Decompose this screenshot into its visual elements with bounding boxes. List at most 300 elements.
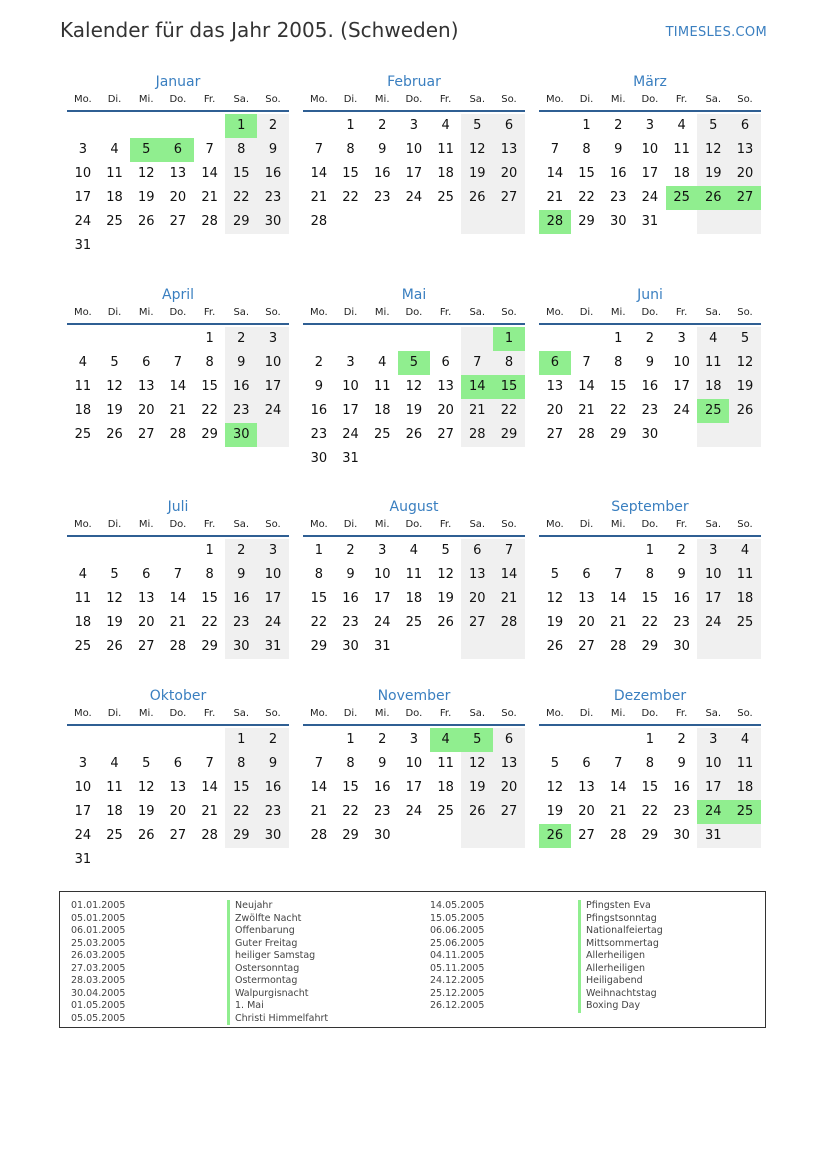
day-cell: 3 bbox=[257, 539, 289, 563]
day-cell: 25 bbox=[437, 804, 454, 819]
day-cell: 12 bbox=[697, 138, 729, 162]
legend-names-left bbox=[227, 900, 328, 1025]
day-cell: 25 bbox=[729, 800, 761, 824]
empty-cell bbox=[99, 327, 131, 351]
day-cell: 8 bbox=[614, 355, 623, 370]
day-cell: 23 bbox=[342, 615, 359, 630]
month-juli bbox=[67, 497, 289, 659]
empty-cell bbox=[602, 728, 634, 752]
day-cell: 28 bbox=[539, 210, 571, 234]
day-cell: 28 bbox=[493, 611, 525, 635]
legend-holiday-name: heiliger Samstag bbox=[227, 950, 328, 963]
legend-holiday-name: Ostermontag bbox=[227, 975, 328, 988]
day-cell: 30 bbox=[225, 423, 257, 447]
day-cell: 18 bbox=[673, 166, 690, 181]
day-cell: 2 bbox=[225, 539, 257, 563]
weekday-label: Do. bbox=[405, 94, 423, 105]
day-cell: 26 bbox=[405, 427, 423, 442]
day-cell: 23 bbox=[641, 403, 659, 418]
empty-cell bbox=[162, 539, 194, 563]
day-cell: 26 bbox=[546, 639, 564, 654]
weekday-label: Sa. bbox=[233, 519, 250, 530]
day-cell: 8 bbox=[205, 567, 214, 582]
day-cell: 3 bbox=[409, 118, 419, 133]
empty-cell bbox=[130, 114, 162, 138]
day-cell: 11 bbox=[74, 379, 92, 394]
legend-date: 28.03.2005 bbox=[71, 975, 126, 986]
day-cell: 10 bbox=[257, 563, 289, 587]
day-cell: 30 bbox=[257, 210, 289, 234]
day-cell: 9 bbox=[378, 142, 387, 157]
empty-cell bbox=[729, 210, 761, 234]
day-cell: 3 bbox=[697, 539, 729, 563]
day-cell: 31 bbox=[641, 214, 659, 229]
day-cell: 5 bbox=[550, 756, 559, 771]
day-grid bbox=[67, 114, 289, 258]
day-cell: 7 bbox=[614, 567, 623, 582]
weekday-label: Do. bbox=[641, 708, 659, 719]
weekday-label: Mo. bbox=[73, 94, 92, 105]
day-cell: 24 bbox=[405, 190, 423, 205]
day-cell: 13 bbox=[137, 591, 155, 606]
day-cell: 7 bbox=[461, 351, 493, 375]
legend-date: 26.03.2005 bbox=[71, 950, 126, 961]
weekday-label: So. bbox=[265, 307, 281, 318]
day-cell: 29 bbox=[493, 423, 525, 447]
empty-cell bbox=[366, 327, 398, 351]
empty-cell bbox=[130, 848, 162, 872]
day-cell: 1 bbox=[205, 543, 214, 558]
day-cell: 7 bbox=[582, 355, 591, 370]
day-cell: 14 bbox=[310, 780, 328, 795]
day-cell: 11 bbox=[673, 142, 690, 157]
day-cell: 13 bbox=[169, 166, 187, 181]
day-cell: 10 bbox=[673, 355, 690, 370]
day-cell: 8 bbox=[493, 351, 525, 375]
day-cell: 18 bbox=[106, 804, 123, 819]
day-cell: 28 bbox=[310, 214, 328, 229]
day-grid bbox=[303, 327, 525, 471]
weekday-label: Do. bbox=[169, 708, 187, 719]
day-cell: 11 bbox=[729, 752, 761, 776]
empty-cell bbox=[303, 728, 335, 752]
day-cell: 27 bbox=[578, 828, 595, 843]
day-cell: 25 bbox=[373, 427, 391, 442]
day-cell: 1 bbox=[205, 331, 214, 346]
day-cell: 15 bbox=[342, 166, 359, 181]
empty-cell bbox=[67, 114, 99, 138]
day-cell: 19 bbox=[137, 804, 155, 819]
weekday-header bbox=[303, 706, 525, 726]
empty-cell bbox=[130, 539, 162, 563]
day-cell: 22 bbox=[641, 804, 659, 819]
weekday-header bbox=[303, 305, 525, 325]
day-cell: 27 bbox=[169, 828, 187, 843]
day-cell: 8 bbox=[582, 142, 591, 157]
day-cell: 18 bbox=[729, 587, 761, 611]
empty-cell bbox=[461, 210, 493, 234]
day-cell: 13 bbox=[437, 379, 454, 394]
weekday-label: Sa. bbox=[705, 94, 722, 105]
day-cell: 20 bbox=[169, 804, 187, 819]
day-cell: 12 bbox=[405, 379, 423, 394]
day-cell: 17 bbox=[257, 375, 289, 399]
day-cell: 26 bbox=[729, 399, 761, 423]
day-cell: 28 bbox=[461, 423, 493, 447]
legend-holiday-name: Allerheiligen bbox=[578, 950, 663, 963]
weekday-label: Mi. bbox=[610, 94, 626, 105]
month-märz bbox=[539, 72, 761, 234]
day-cell: 28 bbox=[169, 639, 187, 654]
legend-date: 15.05.2005 bbox=[430, 912, 485, 924]
empty-cell bbox=[366, 447, 398, 471]
month-dezember bbox=[539, 686, 761, 848]
empty-cell bbox=[130, 327, 162, 351]
weekday-label: So. bbox=[265, 708, 281, 719]
empty-cell bbox=[398, 210, 430, 234]
legend-holiday-name: 1. Mai bbox=[227, 1000, 328, 1013]
day-cell: 31 bbox=[373, 639, 391, 654]
empty-cell bbox=[366, 210, 398, 234]
day-cell: 15 bbox=[609, 379, 627, 394]
day-cell: 15 bbox=[641, 780, 659, 795]
day-cell: 5 bbox=[550, 567, 559, 582]
empty-cell bbox=[303, 327, 335, 351]
day-cell: 26 bbox=[437, 615, 454, 630]
day-cell: 1 bbox=[225, 114, 257, 138]
day-cell: 26 bbox=[106, 639, 123, 654]
day-cell: 27 bbox=[169, 214, 187, 229]
empty-cell bbox=[666, 210, 698, 234]
weekday-label: Mo. bbox=[73, 307, 92, 318]
day-cell: 3 bbox=[257, 327, 289, 351]
legend-date: 05.05.2005 bbox=[71, 1012, 126, 1024]
weekday-label: Mo. bbox=[73, 519, 92, 530]
day-cell: 25 bbox=[697, 399, 729, 423]
day-cell: 21 bbox=[609, 615, 627, 630]
legend-date: 05.11.2005 bbox=[430, 962, 485, 974]
legend-date: 30.04.2005 bbox=[71, 987, 126, 999]
month-november bbox=[303, 686, 525, 848]
month-title: Januar bbox=[155, 74, 201, 90]
day-cell: 25 bbox=[437, 190, 454, 205]
legend-holiday-name: Pfingsten Eva bbox=[578, 900, 663, 913]
month-april bbox=[67, 285, 289, 447]
day-cell: 12 bbox=[137, 166, 155, 181]
day-cell: 6 bbox=[729, 114, 761, 138]
day-cell: 30 bbox=[641, 427, 659, 442]
day-cell: 25 bbox=[666, 186, 698, 210]
day-cell: 11 bbox=[437, 142, 454, 157]
day-cell: 2 bbox=[645, 331, 655, 346]
day-cell: 21 bbox=[310, 190, 328, 205]
day-cell: 3 bbox=[78, 756, 87, 771]
weekday-label: Mi. bbox=[138, 94, 154, 105]
legend-date: 06.01.2005 bbox=[71, 925, 126, 936]
legend-holiday-name: Offenbarung bbox=[227, 925, 328, 938]
day-cell: 10 bbox=[373, 567, 391, 582]
day-cell: 14 bbox=[201, 166, 218, 181]
day-cell: 15 bbox=[641, 591, 659, 606]
month-januar bbox=[67, 72, 289, 258]
weekday-header bbox=[303, 517, 525, 537]
day-cell: 5 bbox=[142, 756, 151, 771]
month-februar bbox=[303, 72, 525, 234]
day-cell: 16 bbox=[257, 162, 289, 186]
day-cell: 7 bbox=[173, 567, 183, 582]
day-cell: 13 bbox=[461, 563, 493, 587]
day-cell: 20 bbox=[169, 190, 187, 205]
weekday-label: Di. bbox=[343, 307, 358, 318]
day-cell: 27 bbox=[578, 639, 595, 654]
day-cell: 1 bbox=[614, 331, 623, 346]
weekday-label: So. bbox=[501, 307, 517, 318]
day-cell: 4 bbox=[697, 327, 729, 351]
month-august bbox=[303, 497, 525, 659]
legend-date: 01.05.2005 bbox=[71, 1000, 126, 1011]
day-cell: 1 bbox=[645, 543, 655, 558]
day-cell: 5 bbox=[461, 114, 493, 138]
day-cell: 18 bbox=[74, 615, 92, 630]
day-cell: 13 bbox=[137, 379, 155, 394]
month-title: Juli bbox=[167, 499, 189, 515]
day-cell: 11 bbox=[729, 563, 761, 587]
day-grid bbox=[539, 327, 761, 447]
empty-cell bbox=[335, 327, 367, 351]
day-cell: 23 bbox=[225, 611, 257, 635]
day-cell: 6 bbox=[461, 539, 493, 563]
legend-holiday-name: Boxing Day bbox=[578, 1000, 663, 1013]
day-grid bbox=[539, 114, 761, 234]
day-cell: 6 bbox=[539, 351, 571, 375]
weekday-label: Mi. bbox=[374, 708, 390, 719]
day-cell: 6 bbox=[142, 567, 151, 582]
empty-cell bbox=[430, 210, 462, 234]
day-cell: 12 bbox=[729, 351, 761, 375]
empty-cell bbox=[493, 824, 525, 848]
day-cell: 17 bbox=[342, 403, 359, 418]
day-cell: 2 bbox=[677, 543, 686, 558]
day-cell: 8 bbox=[346, 756, 355, 771]
month-title: Juni bbox=[637, 287, 663, 303]
weekday-header bbox=[539, 706, 761, 726]
empty-cell bbox=[493, 447, 525, 471]
day-cell: 4 bbox=[78, 567, 87, 582]
weekday-header bbox=[539, 92, 761, 112]
day-cell: 7 bbox=[614, 756, 623, 771]
day-cell: 18 bbox=[437, 166, 454, 181]
empty-cell bbox=[257, 848, 289, 872]
day-cell: 10 bbox=[697, 752, 729, 776]
day-cell: 11 bbox=[405, 567, 423, 582]
weekday-label: Mo. bbox=[545, 708, 564, 719]
empty-cell bbox=[697, 210, 729, 234]
empty-cell bbox=[130, 728, 162, 752]
day-cell: 9 bbox=[225, 563, 257, 587]
day-cell: 29 bbox=[578, 214, 595, 229]
day-cell: 16 bbox=[310, 403, 328, 418]
day-cell: 24 bbox=[74, 214, 92, 229]
weekday-label: Do. bbox=[641, 94, 659, 105]
day-cell: 5 bbox=[697, 114, 729, 138]
legend-date: 27.03.2005 bbox=[71, 962, 126, 974]
weekday-label: Mi. bbox=[374, 519, 390, 530]
day-cell: 18 bbox=[106, 190, 123, 205]
day-cell: 16 bbox=[673, 591, 690, 606]
empty-cell bbox=[398, 327, 430, 351]
legend-holiday-name: Heiligabend bbox=[578, 975, 663, 988]
empty-cell bbox=[257, 423, 289, 447]
day-cell: 11 bbox=[437, 756, 454, 771]
day-cell: 25 bbox=[106, 828, 123, 843]
day-cell: 21 bbox=[310, 804, 328, 819]
day-cell: 8 bbox=[205, 355, 214, 370]
day-cell: 17 bbox=[405, 166, 423, 181]
day-cell: 22 bbox=[578, 190, 595, 205]
weekday-label: So. bbox=[737, 94, 753, 105]
day-cell: 21 bbox=[461, 399, 493, 423]
day-cell: 22 bbox=[493, 399, 525, 423]
day-cell: 5 bbox=[398, 351, 430, 375]
day-cell: 6 bbox=[493, 114, 525, 138]
day-cell: 31 bbox=[257, 635, 289, 659]
day-cell: 27 bbox=[493, 186, 525, 210]
weekday-label: So. bbox=[737, 307, 753, 318]
day-cell: 7 bbox=[314, 756, 323, 771]
month-oktober bbox=[67, 686, 289, 872]
month-title: Oktober bbox=[149, 688, 207, 704]
day-cell: 22 bbox=[310, 615, 328, 630]
empty-cell bbox=[602, 539, 634, 563]
empty-cell bbox=[99, 114, 131, 138]
weekday-header bbox=[303, 92, 525, 112]
empty-cell bbox=[194, 114, 226, 138]
weekday-label: So. bbox=[501, 708, 517, 719]
weekday-label: Fr. bbox=[439, 94, 452, 105]
day-cell: 26 bbox=[137, 828, 155, 843]
empty-cell bbox=[225, 848, 257, 872]
day-cell: 27 bbox=[493, 800, 525, 824]
day-cell: 16 bbox=[342, 591, 359, 606]
day-cell: 30 bbox=[310, 451, 328, 466]
weekday-header bbox=[539, 517, 761, 537]
month-title: April bbox=[162, 287, 194, 303]
empty-cell bbox=[539, 728, 571, 752]
legend-date: 25.06.2005 bbox=[430, 937, 485, 949]
empty-cell bbox=[461, 635, 493, 659]
day-cell: 8 bbox=[645, 567, 655, 582]
holiday-legend bbox=[59, 891, 766, 1028]
day-cell: 6 bbox=[173, 756, 183, 771]
weekday-label: Mo. bbox=[545, 307, 564, 318]
weekday-label: Di. bbox=[107, 519, 122, 530]
weekday-label: Sa. bbox=[705, 307, 722, 318]
day-cell: 9 bbox=[346, 567, 355, 582]
day-cell: 28 bbox=[201, 828, 218, 843]
day-cell: 13 bbox=[578, 591, 595, 606]
day-cell: 15 bbox=[201, 379, 218, 394]
empty-cell bbox=[729, 635, 761, 659]
day-cell: 24 bbox=[373, 615, 391, 630]
month-title: September bbox=[611, 499, 689, 515]
day-cell: 17 bbox=[74, 804, 92, 819]
weekday-label: Fr. bbox=[675, 94, 688, 105]
day-cell: 4 bbox=[110, 142, 119, 157]
day-cell: 9 bbox=[225, 351, 257, 375]
empty-cell bbox=[666, 423, 698, 447]
weekday-label: Mi. bbox=[138, 708, 154, 719]
legend-dates-left bbox=[71, 900, 125, 1025]
day-cell: 20 bbox=[493, 162, 525, 186]
day-cell: 3 bbox=[78, 142, 87, 157]
day-cell: 14 bbox=[310, 166, 328, 181]
day-cell: 24 bbox=[342, 427, 359, 442]
legend-holiday-name: Walpurgisnacht bbox=[227, 988, 328, 1001]
empty-cell bbox=[67, 728, 99, 752]
day-cell: 28 bbox=[310, 828, 328, 843]
weekday-label: Mo. bbox=[309, 94, 328, 105]
day-cell: 19 bbox=[437, 591, 454, 606]
day-cell: 25 bbox=[74, 427, 92, 442]
weekday-label: So. bbox=[737, 519, 753, 530]
weekday-header bbox=[67, 706, 289, 726]
day-cell: 9 bbox=[257, 752, 289, 776]
day-cell: 26 bbox=[137, 214, 155, 229]
day-cell: 15 bbox=[493, 375, 525, 399]
day-cell: 29 bbox=[225, 824, 257, 848]
day-cell: 28 bbox=[169, 427, 187, 442]
day-cell: 29 bbox=[201, 639, 218, 654]
day-grid bbox=[303, 728, 525, 848]
day-cell: 4 bbox=[110, 756, 119, 771]
empty-cell bbox=[194, 234, 226, 258]
day-cell: 23 bbox=[373, 190, 391, 205]
day-cell: 5 bbox=[110, 355, 119, 370]
weekday-label: Do. bbox=[169, 94, 187, 105]
weekday-label: Di. bbox=[579, 307, 594, 318]
brand-link[interactable]: TIMESLES.COM bbox=[665, 25, 767, 40]
day-cell: 7 bbox=[550, 142, 559, 157]
day-cell: 19 bbox=[106, 615, 123, 630]
day-cell: 17 bbox=[697, 587, 729, 611]
day-cell: 31 bbox=[74, 852, 92, 867]
day-cell: 22 bbox=[609, 403, 627, 418]
day-cell: 15 bbox=[342, 780, 359, 795]
day-cell: 10 bbox=[641, 142, 659, 157]
weekday-label: Mi. bbox=[374, 94, 390, 105]
day-cell: 17 bbox=[373, 591, 391, 606]
day-cell: 7 bbox=[205, 756, 214, 771]
day-cell: 6 bbox=[493, 728, 525, 752]
weekday-label: Di. bbox=[107, 708, 122, 719]
day-cell: 3 bbox=[697, 728, 729, 752]
weekday-label: Sa. bbox=[469, 307, 486, 318]
day-cell: 16 bbox=[373, 780, 391, 795]
empty-cell bbox=[398, 447, 430, 471]
day-cell: 17 bbox=[74, 190, 92, 205]
day-cell: 24 bbox=[74, 828, 92, 843]
weekday-label: Fr. bbox=[203, 94, 216, 105]
weekday-label: Do. bbox=[641, 307, 659, 318]
weekday-label: Mi. bbox=[138, 307, 154, 318]
day-cell: 25 bbox=[729, 611, 761, 635]
weekday-label: Mo. bbox=[545, 519, 564, 530]
empty-cell bbox=[571, 728, 603, 752]
weekday-label: Mo. bbox=[545, 94, 564, 105]
weekday-label: Sa. bbox=[705, 519, 722, 530]
day-cell: 12 bbox=[106, 591, 123, 606]
day-cell: 7 bbox=[493, 539, 525, 563]
